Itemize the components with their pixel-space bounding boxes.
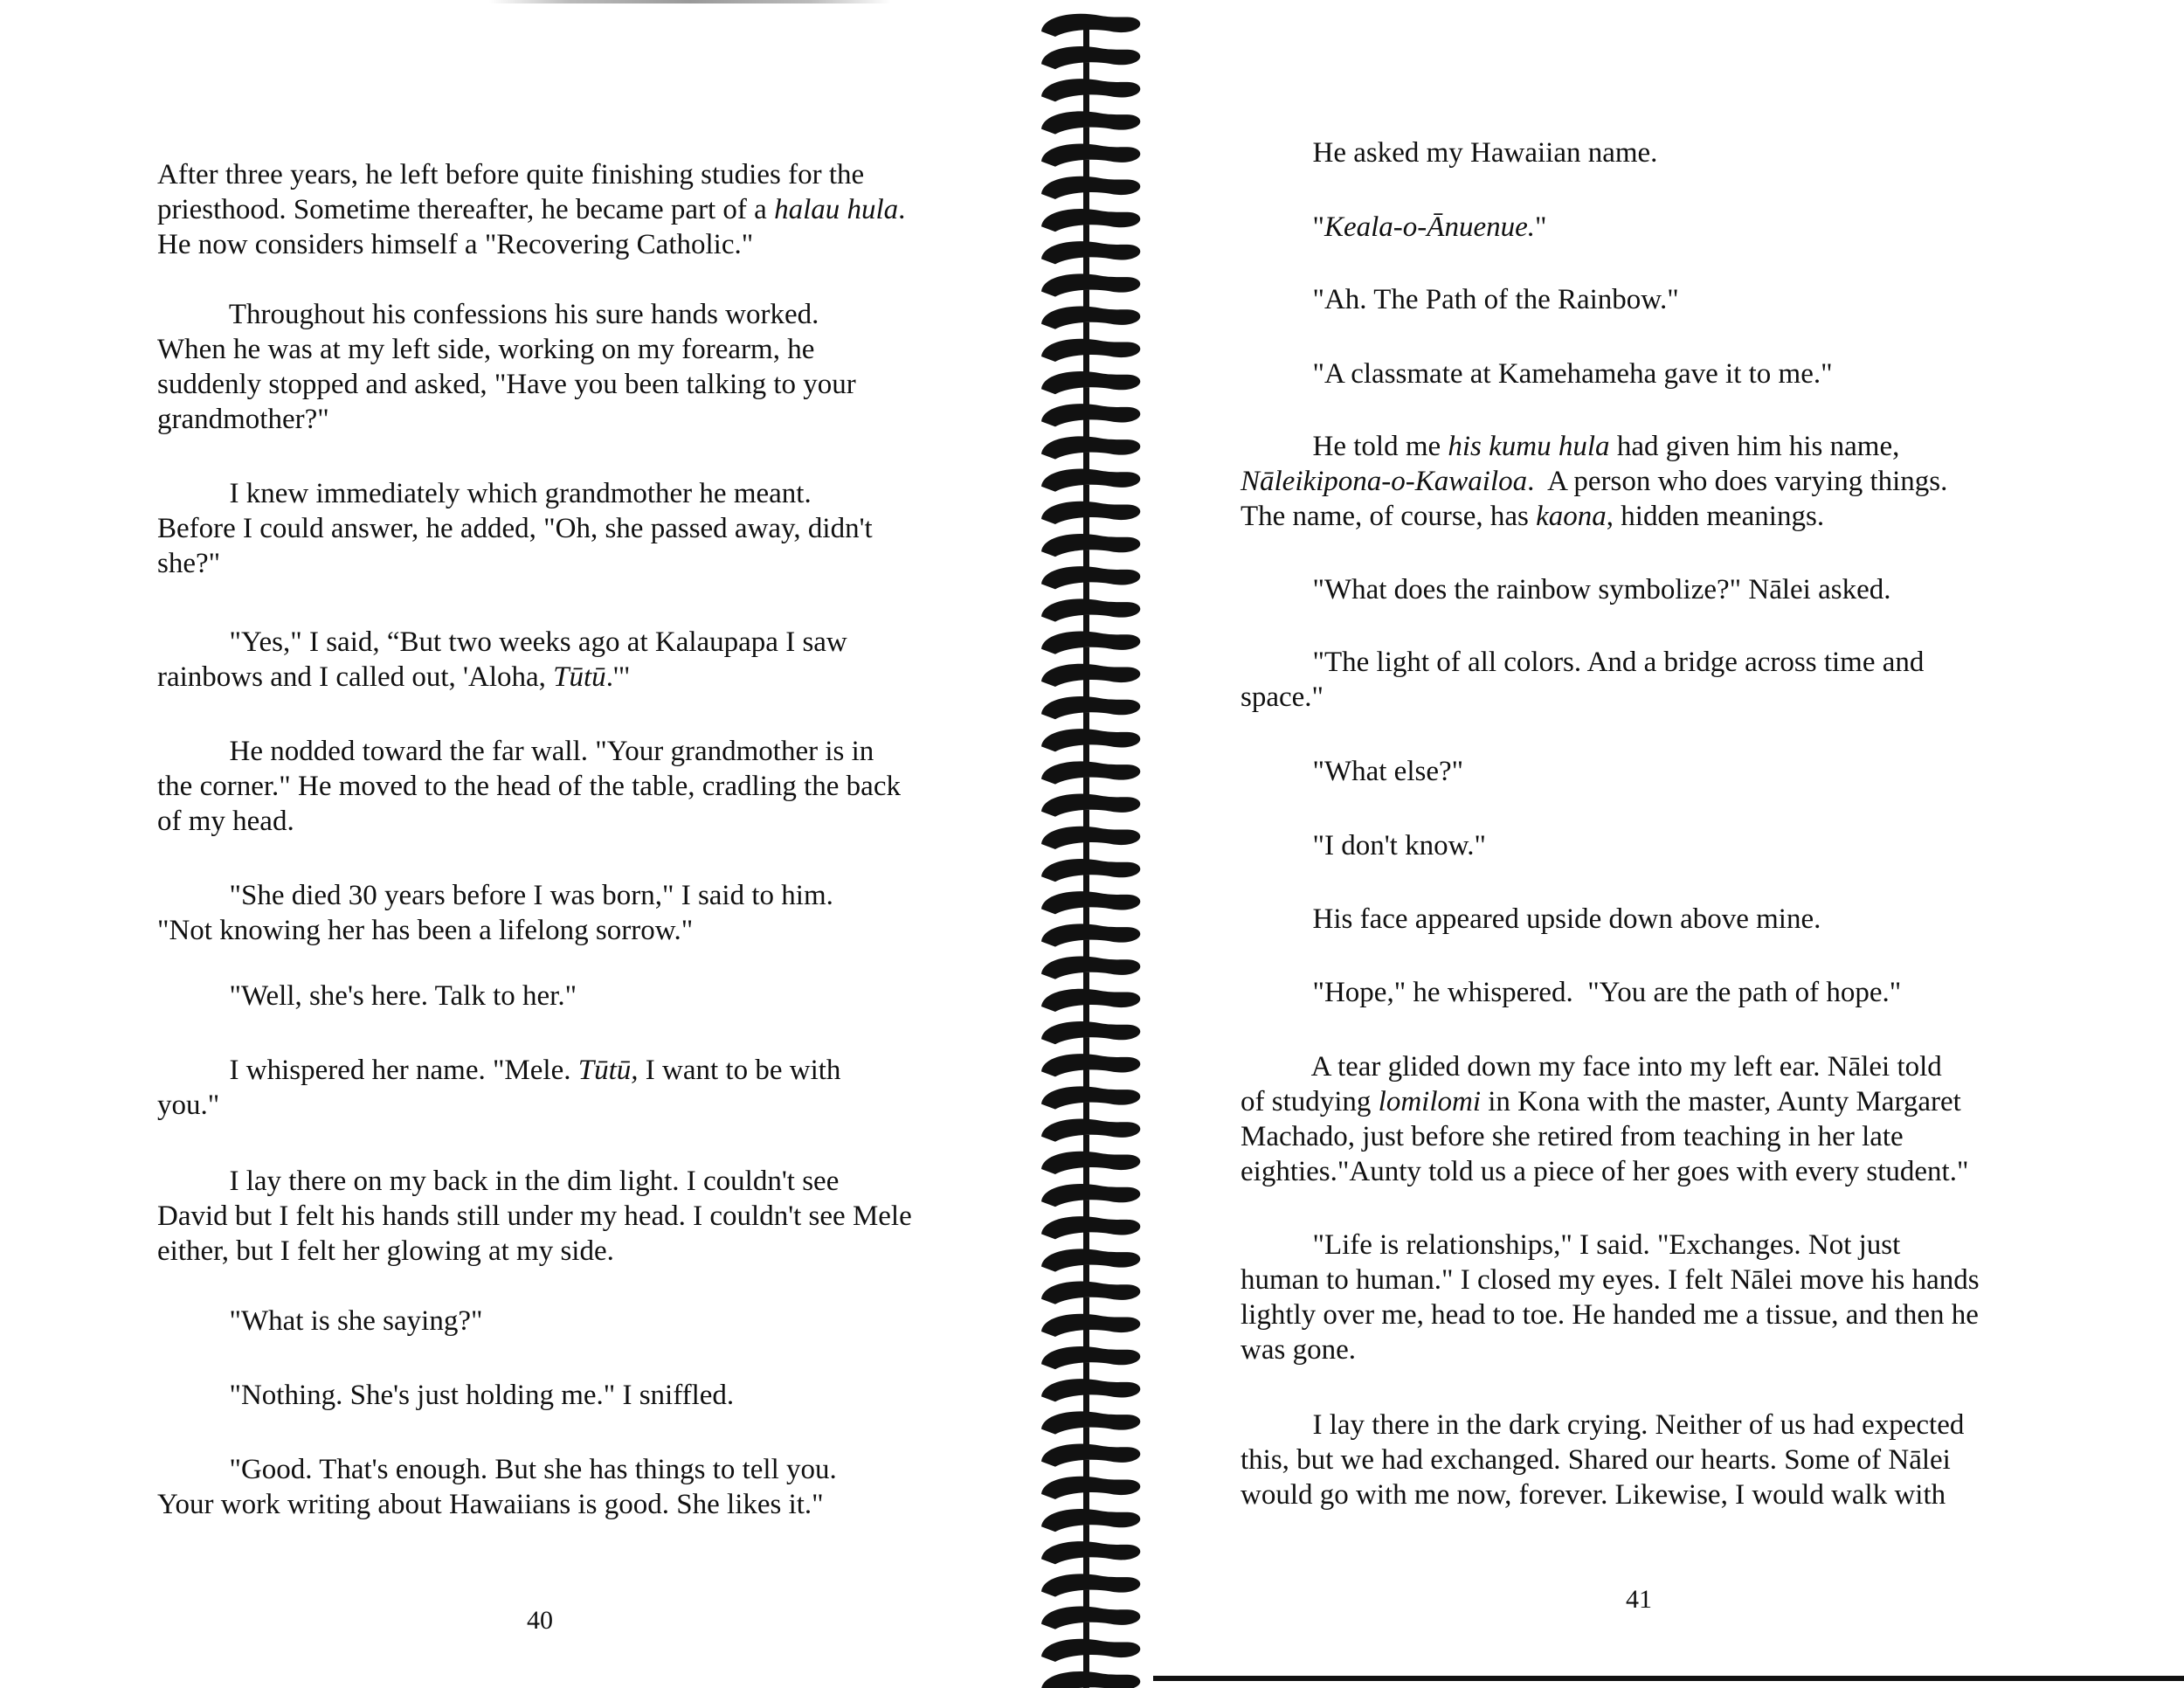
- spiral-coil: [1041, 859, 1140, 892]
- spiral-coil: [1041, 1607, 1140, 1640]
- spiral-coil: [1041, 1671, 1140, 1688]
- spiral-coil: [1041, 1314, 1140, 1347]
- spiral-coil: [1041, 1444, 1140, 1477]
- spiral-coil: [1041, 957, 1140, 990]
- spiral-coil: [1041, 1184, 1140, 1217]
- spiral-coil: [1041, 989, 1140, 1022]
- spiral-coil: [1041, 794, 1140, 827]
- paragraph: "Yes," I said, “But two weeks ago at Kalaupapa I saw rainbows and I called out, 'Aloha, Tūtū.'": [157, 626, 847, 693]
- paragraph: After three years, he left before quite finishing studies for the priesthood. Sometime thereafter, he became part of a halau hula. He now considers himself a "Recovering Catholic.": [157, 159, 906, 260]
- paragraph: "Well, she's here. Talk to her.": [157, 980, 577, 1012]
- spiral-coil: [1041, 469, 1140, 502]
- spiral-coil: [1041, 1411, 1140, 1444]
- spiral-coil: [1041, 79, 1140, 112]
- spiral-coil: [1041, 1379, 1140, 1412]
- spiral-coil: [1041, 1346, 1140, 1380]
- left-page: [0, 0, 1013, 1688]
- paragraph: "The light of all colors. And a bridge across time and space.": [1241, 647, 1925, 713]
- paragraph: His face appeared upside down above mine.: [1241, 903, 1821, 935]
- spiral-coil: [1041, 46, 1140, 80]
- paragraph: He asked my Hawaiian name.: [1241, 137, 1658, 169]
- spiral-coil: [1041, 371, 1140, 405]
- spiral-coil: [1041, 273, 1140, 307]
- spiral-coil: [1041, 534, 1140, 567]
- spiral-coil: [1041, 1541, 1140, 1574]
- paragraph: "What does the rainbow symbolize?" Nālei asked.: [1241, 574, 1891, 605]
- spiral-coil: [1041, 761, 1140, 794]
- spiral-coil: [1041, 1477, 1140, 1510]
- spiral-coil: [1041, 729, 1140, 762]
- spiral-coil: [1041, 502, 1140, 535]
- spiral-coil: [1041, 339, 1140, 372]
- spiral-coil: [1041, 598, 1140, 632]
- spiral-coil: [1041, 827, 1140, 860]
- page-number: 41: [1626, 1585, 1652, 1614]
- paragraph: "She died 30 years before I was born," I said to him. "Not knowing her has been a lifelong sorrow.": [157, 880, 833, 946]
- spiral-coil: [1041, 1021, 1140, 1055]
- spiral-coil: [1041, 1152, 1140, 1185]
- spiral-coil: [1041, 1574, 1140, 1607]
- spiral-coil: [1041, 664, 1140, 697]
- paragraph: "Good. That's enough. But she has things to tell you. Your work writing about Hawaiians is good. She likes it.": [157, 1454, 837, 1520]
- paragraph: He nodded toward the far wall. "Your grandmother is in the corner." He moved to the head of the table, cradling the back of my head.: [157, 736, 901, 837]
- spiral-coil: [1041, 307, 1140, 340]
- spiral-coil: [1041, 1639, 1140, 1672]
- spiral-coil: [1041, 696, 1140, 730]
- spiral-coil: [1041, 924, 1140, 957]
- bottom-edge-line: [1153, 1676, 2184, 1681]
- spiral-coil: [1041, 14, 1140, 47]
- spiral-coil: [1041, 209, 1140, 242]
- paragraph: He told me his kumu hula had given him his name, Nāleikipona-o-Kawailoa. A person who does varying things. The name, of course, has kaona, hidden meanings.: [1241, 431, 1948, 532]
- spiral-coil: [1041, 241, 1140, 274]
- paragraph: "Ah. The Path of the Rainbow.": [1241, 284, 1679, 315]
- spiral-coil: [1041, 144, 1140, 177]
- paragraph: "A classmate at Kamehameha gave it to me.": [1241, 358, 1833, 390]
- spiral-coil: [1041, 1086, 1140, 1119]
- spiral-coil: [1041, 1216, 1140, 1249]
- right-page: [1162, 0, 2184, 1688]
- spiral-coil: [1041, 1054, 1140, 1087]
- spiral-coil: [1041, 1119, 1140, 1152]
- paragraph: "Keala-o-Ānuenue.": [1241, 211, 1547, 243]
- paragraph: "What is she saying?": [157, 1305, 483, 1337]
- paragraph: I whispered her name. "Mele. Tūtū, I want to be with you.": [157, 1055, 841, 1121]
- spiral-coil: [1041, 1509, 1140, 1542]
- spiral-coil: [1041, 1282, 1140, 1315]
- spiral-coil: [1041, 436, 1140, 469]
- spiral-coil: [1041, 176, 1140, 210]
- page-number: 40: [527, 1606, 553, 1635]
- paragraph: "Hope," he whispered. "You are the path of hope.": [1241, 977, 1902, 1008]
- spiral-coil: [1041, 632, 1140, 665]
- spiral-binding: [1013, 0, 1162, 1688]
- spiral-coil: [1041, 566, 1140, 599]
- spiral-coil: [1041, 891, 1140, 924]
- paragraph: A tear glided down my face into my left ear. Nālei told of studying lomilomi in Kona with the master, Aunty Margaret Machado, just before she retired from teaching in her late eighties."Aunty told us a piece of her goes with every student.": [1241, 1051, 1969, 1187]
- spiral-coil: [1041, 111, 1140, 144]
- paragraph: "What else?": [1241, 756, 1464, 787]
- paragraph: I lay there in the dark crying. Neither of us had expected this, but we had exchanged. Shared our hearts. Some of Nālei would go with me now, forever. Likewise, I would walk with: [1241, 1409, 1965, 1511]
- paragraph: Throughout his confessions his sure hands worked. When he was at my left side, working on my forearm, he suddenly stopped and asked, "Have you been talking to your grandmother?": [157, 299, 856, 435]
- paragraph: "Nothing. She's just holding me." I sniffled.: [157, 1380, 735, 1411]
- spiral-coil: [1041, 404, 1140, 437]
- paragraph: I lay there on my back in the dim light. I couldn't see David but I felt his hands still under my head. I couldn't see Mele either, but I felt her glowing at my side.: [157, 1166, 912, 1267]
- spiral-coil: [1041, 1249, 1140, 1282]
- paragraph: I knew immediately which grandmother he meant. Before I could answer, he added, "Oh, she passed away, didn't she?": [157, 478, 873, 579]
- paragraph: "I don't know.": [1241, 830, 1486, 861]
- paragraph: "Life is relationships," I said. "Exchanges. Not just human to human." I closed my eyes. I felt Nālei move his hands lightly over me, head to toe. He handed me a tissue, and then he was gone.: [1241, 1229, 1980, 1366]
